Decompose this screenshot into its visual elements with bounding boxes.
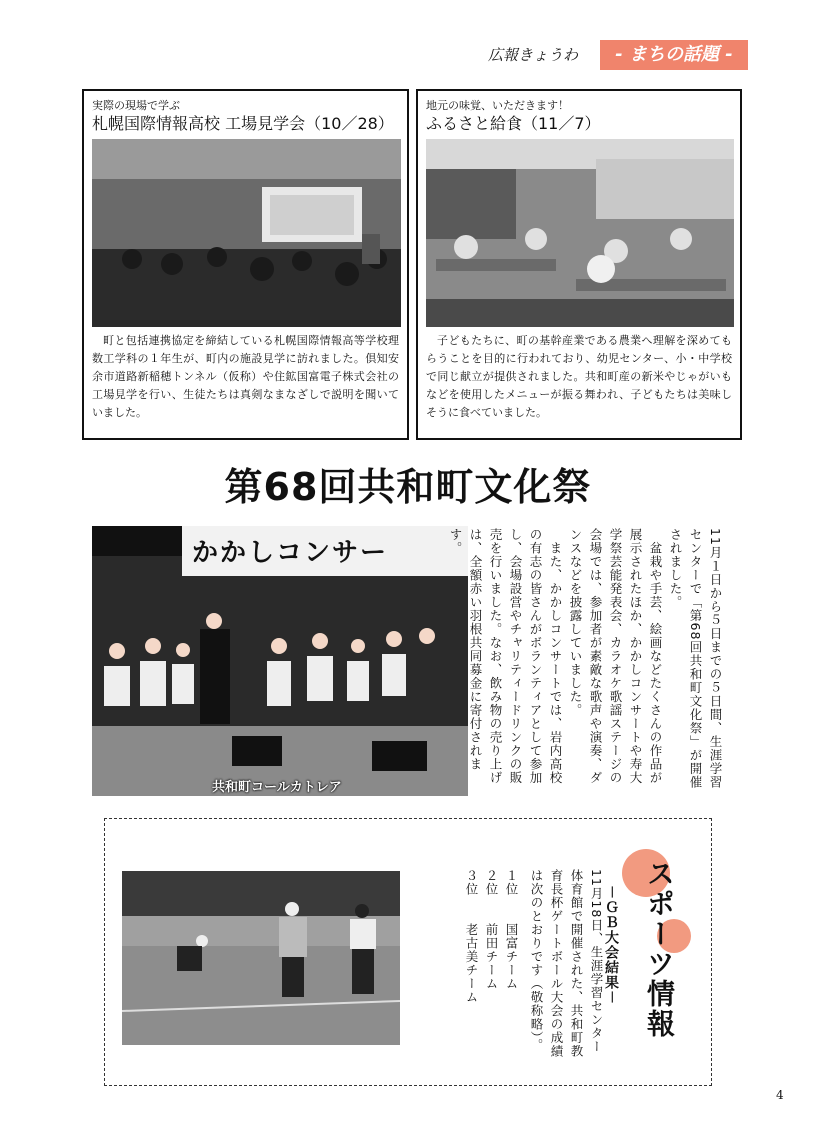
article-school-visit [82, 89, 409, 440]
page-number: 4 [776, 1088, 784, 1102]
result-rank: ２位 [484, 869, 499, 896]
result-row [481, 869, 501, 1039]
result-rank: １位 [504, 869, 519, 896]
school-lunch-photo [426, 139, 734, 327]
festival-body: 11月１日から５日までの５日間、生涯学習センターで「第68回共和町文化祭」が開催されました。 盆栽や手芸、絵画などたくさんの作品が展示されたほか、かかしコンサートや寿大学祭芸能発表会、カラオケ歌謡ステージの会場では、参加者が素敵な歌声や演奏、ダンスなどを披露していました。 また、かかしコンサートでは、岩内高校の有志の皆さんがボランティアとして参加し、会場設営やチャリティードリンクの販売を行いました。なお、飲み物の売り上げは、全額赤い羽根共同募金に寄付されます。 [448, 528, 723, 789]
result-team: 老古美チーム [464, 923, 479, 1004]
school-lunch-photo-art [426, 139, 734, 327]
result-team: 国富チーム [504, 923, 519, 991]
gateball-photo-art [122, 871, 400, 1045]
sports-section [104, 818, 712, 1086]
sports-results [461, 869, 521, 1039]
concert-photo [92, 526, 468, 796]
gateball-photo [122, 871, 400, 1045]
article-caption: 子どもたちに、町の基幹産業である農業へ理解を深めてもらうことを目的に行われており、幼児センター、小・中学校で同じ献立が提供されました。共和町産の新米やじゃがいもなどを使用したメニューが振る舞われ、子どもたちは美味しそうに食べていました。 [426, 334, 732, 419]
article-kicker: 実際の現場で学ぶ [92, 99, 180, 112]
result-team: 前田チーム [484, 923, 499, 991]
sports-body: 11月18日、生涯学習センター体育館で開催された、共和町教育長杯ゲートボール大会の成績は次のとおりです（敬称略）。 [529, 869, 604, 1058]
article-caption: 町と包括連携協定を締結している札幌国際情報高等学校理数工学科の１年生が、町内の施設見学に訪れました。倶知安余市道路新稲穂トンネル（仮称）や住鉱国富電子株式会社の工場見学を行い、生徒たちは真剣なまなざしで説明を聞いていました。 [92, 334, 399, 419]
school-visit-photo [92, 139, 401, 327]
article-school-lunch [416, 89, 742, 440]
sports-subheading: －ＧＢ大会結果－ [603, 885, 619, 1005]
result-rank: ３位 [464, 869, 479, 896]
concert-banner-text: かかしコンサー [192, 538, 389, 568]
article-kicker: 地元の味覚、いただきます！ [426, 99, 569, 112]
festival-title: 第68回共和町文化祭 [224, 465, 592, 509]
section-tag: - まちの話題 - [600, 40, 748, 70]
result-row [501, 869, 521, 1039]
photo-label: 共和町コールカトレア [212, 780, 342, 795]
article-title: 札幌国際情報高校 工場見学会（10／28） [92, 114, 394, 133]
publication-name: 広報きょうわ [488, 46, 579, 64]
article-title: ふるさと給食（11／7） [426, 114, 601, 133]
result-row [461, 869, 481, 1039]
sports-heading: スポーツ情報 [643, 859, 676, 1039]
school-visit-photo-art [92, 139, 401, 327]
